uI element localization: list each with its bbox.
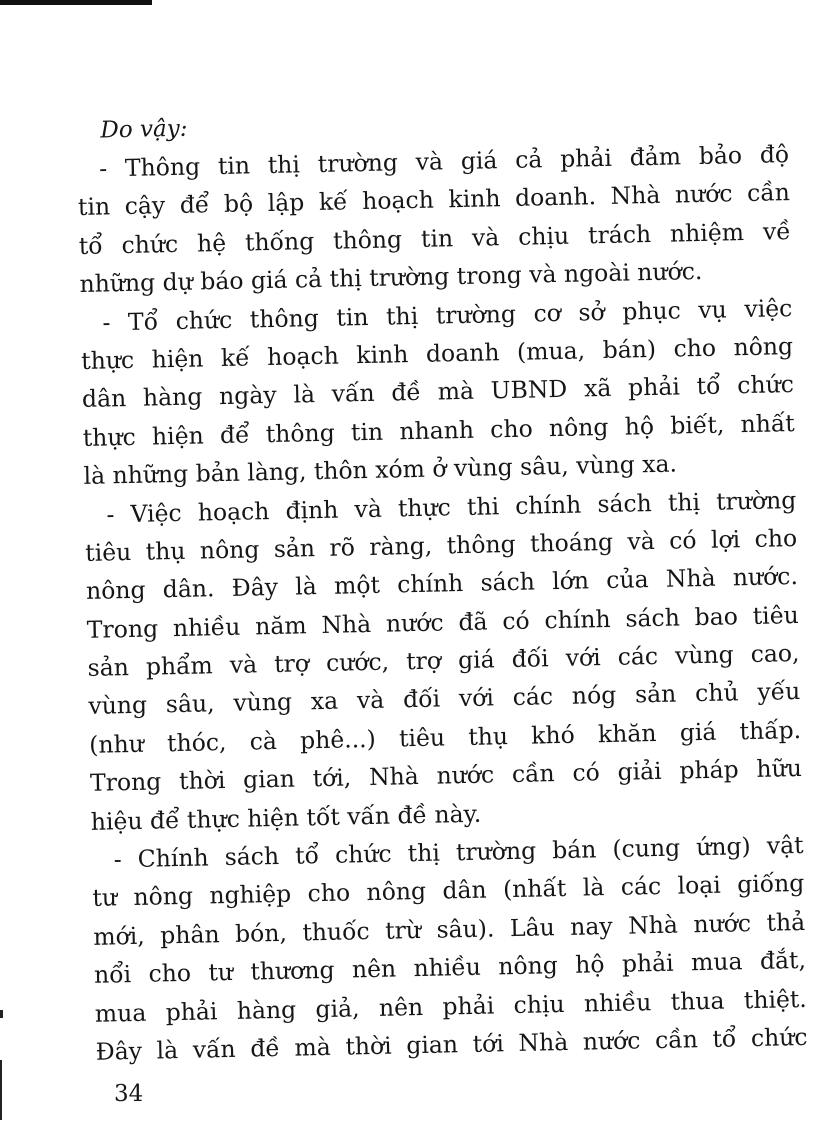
text-line: (như thóc, cà phê...) tiêu thụ khó khăn giá thấp. <box>88 715 802 759</box>
text-line: là những bản làng, thôn xóm ở vùng sâu, vùng xa. <box>83 449 678 491</box>
page-number: 34 <box>114 1081 144 1107</box>
text-line: mới, phân bón, thuốc trừ sâu). Lâu nay Nhà nước thả <box>92 907 806 951</box>
scan-edge-mark <box>0 1060 2 1120</box>
text-line: nông dân. Đây là một chính sách lớn của Nhà nước. <box>85 562 799 606</box>
text-line: hiệu để thực hiện tốt vấn đề này. <box>90 799 482 836</box>
text-line: thực hiện để thông tin nhanh cho nông hộ biết, nhất <box>82 408 795 452</box>
text-line: Trong nhiều năm Nhà nước đã có chính sách bao tiêu <box>86 600 799 644</box>
text-line: tổ chức hệ thống thông tin và chịu trách nhiệm về <box>78 216 791 260</box>
text-line: thực hiện kế hoạch kinh doanh (mua, bán) cho nông <box>80 331 794 375</box>
paragraph <box>91 826 808 1071</box>
text-line: Trong thời gian tới, Nhà nước cần có giải pháp hữu <box>89 754 803 798</box>
text-line: tin cậy để bộ lập kế hoạch kinh doanh. Nhà nước cần <box>77 178 791 222</box>
text-line: nổi cho tư thương nên nhiều nông hộ phải mua đắt, <box>93 946 807 990</box>
paragraph <box>84 481 803 841</box>
paragraph <box>77 135 792 303</box>
text-line: tiêu thụ nông sản rõ ràng, thông thoáng và có lợi cho <box>84 523 798 567</box>
text-line: - Việc hoạch định và thực thi chính sách thị trường <box>106 485 797 528</box>
text-line: - Chính sách tổ chức thị trường bán (cung ứng) vật <box>113 830 804 874</box>
text-line: - Thông tin thị trường và giá cả phải đảm bảo độ <box>98 140 790 183</box>
text-line: - Tổ chức thông tin thị trường cơ sở phục vụ việc <box>102 293 793 337</box>
text-line: tư nông nghiệp cho nông dân (nhất là các loại giống <box>92 869 805 913</box>
text-line: Đây là vấn đề mà thời gian tới Nhà nước cần tổ chức <box>95 1022 808 1066</box>
paragraph <box>80 289 796 496</box>
page-body <box>76 97 808 1071</box>
text-line: sản phẩm và trợ cước, trợ giá đối với các vùng cao, <box>87 639 800 682</box>
text-line: dân hàng ngày là vấn đề mà UBND xã phải tổ chức <box>81 370 795 414</box>
section-heading: Do vậy: <box>100 115 188 144</box>
scan-edge-bar <box>0 0 152 5</box>
text-line: vùng sâu, vùng xa và đối với các nóg sản chủ yếu <box>88 677 801 721</box>
scan-edge-mark <box>0 1010 3 1018</box>
text-line: mua phải hàng giả, nên phải chịu nhiều thua thiệt. <box>94 984 808 1028</box>
text-line: những dự báo giá cả thị trường trong và ngoài nước. <box>79 257 703 299</box>
